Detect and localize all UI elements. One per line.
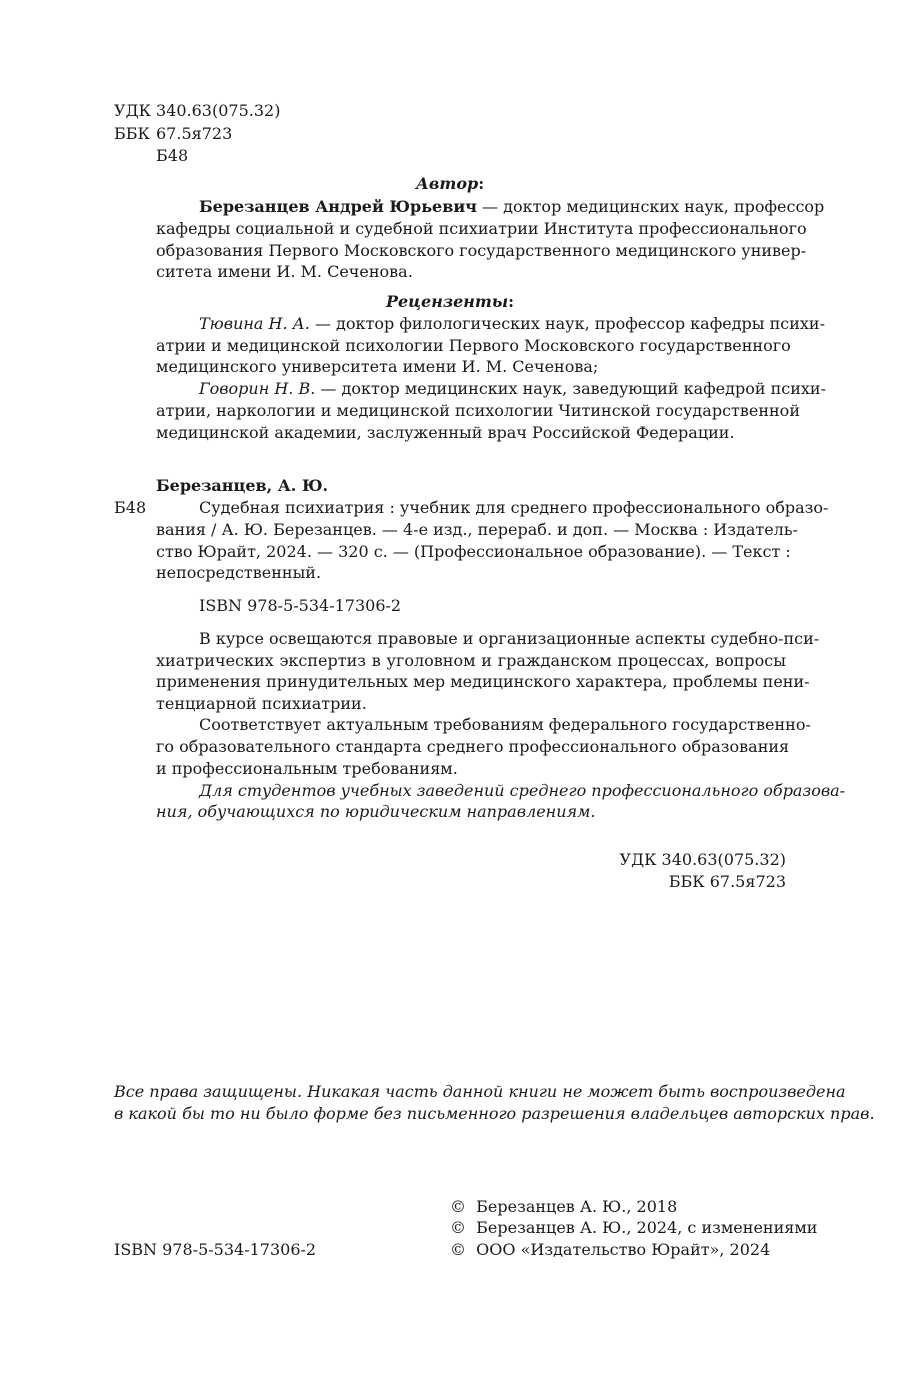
bib-line-3: ство Юрайт, 2024. — 320 с. — (Профессиональное образование). — Текст :: [156, 542, 791, 561]
reviewer2-line-3: медицинской академии, заслуженный врач Российской Федерации.: [156, 423, 735, 442]
bib-author-heading: Березанцев, А. Ю.: [156, 476, 329, 495]
author-name: Березанцев Андрей Юрьевич: [199, 197, 477, 216]
annotation-p3-line-1: Для студентов учебных заведений среднего профессионального образова-: [199, 781, 846, 800]
author-line-2: кафедры социальной и судебной психиатрии Института профессионального: [156, 219, 807, 238]
copyright-2: © Березанцев А. Ю., 2024, с изменениями: [450, 1218, 818, 1237]
author-line-3: образования Первого Московского государственного медицинского универ-: [156, 241, 807, 260]
bbk-value: 67.5я723: [156, 124, 233, 143]
udk-line: [114, 101, 280, 120]
author-heading: Автор:: [415, 174, 485, 193]
reviewer1-line-3: медицинского университета имени И. М. Сеченова;: [156, 357, 599, 376]
reviewer2-name: Говорин Н. В.: [199, 379, 316, 398]
author-mark: Б48: [156, 146, 189, 165]
reviewer2-line-2: атрии, наркологии и медицинской психологии Читинской государственной: [156, 401, 800, 420]
copyright-3: © ООО «Издательство Юрайт», 2024: [450, 1240, 771, 1259]
annotation-p2-line-2: го образовательного стандарта среднего профессионального образования: [156, 737, 790, 756]
bbk-right: ББК 67.5я723: [668, 872, 786, 891]
bbk-label: ББК: [114, 124, 150, 143]
bbk-line: [114, 124, 232, 143]
bib-line-1: Судебная психиатрия : учебник для среднего профессионального образо-: [199, 498, 829, 517]
footer-isbn: ISBN 978-5-534-17306-2: [114, 1240, 317, 1259]
rights-line-2: в какой бы то ни было форме без письменного разрешения владельцев авторских прав.: [114, 1104, 875, 1123]
bib-margin-mark: Б48: [114, 498, 147, 517]
reviewer1-line-2: атрии и медицинской психологии Первого Московского государственного: [156, 336, 791, 355]
author-line-1: Березанцев Андрей Юрьевич — доктор медицинских наук, профессор: [199, 197, 825, 216]
author-line-4: ситета имени И. М. Сеченова.: [156, 262, 413, 281]
rights-line-1: Все права защищены. Никакая часть данной книги не может быть воспроизведена: [114, 1082, 846, 1101]
annotation-p3-line-2: ния, обучающихся по юридическим направлениям.: [156, 802, 596, 821]
bib-line-4: непосредственный.: [156, 563, 322, 582]
reviewers-heading: Рецензенты:: [385, 292, 515, 311]
annotation-p1-line-3: применения принудительных мер медицинского характера, проблемы пени-: [156, 672, 810, 691]
annotation-p1-line-1: В курсе освещаются правовые и организационные аспекты судебно-пси-: [199, 629, 820, 648]
reviewer1-line-1: Тювина Н. А. — доктор филологических наук, профессор кафедры психи-: [199, 314, 825, 333]
bib-isbn: ISBN 978-5-534-17306-2: [199, 596, 402, 615]
reviewer2-line-1: Говорин Н. В. — доктор медицинских наук, заведующий кафедрой психи-: [199, 379, 826, 398]
annotation-p1-line-2: хиатрических экспертиз в уголовном и гражданском процессах, вопросы: [156, 651, 786, 670]
udk-label: УДК: [114, 101, 151, 120]
udk-right: УДК 340.63(075.32): [619, 850, 786, 869]
annotation-p2-line-1: Соответствует актуальным требованиям федерального государственно-: [199, 715, 811, 734]
copyright-1: © Березанцев А. Ю., 2018: [450, 1197, 678, 1216]
bib-line-2: вания / А. Ю. Березанцев. — 4-е изд., перераб. и доп. — Москва : Издатель-: [156, 520, 798, 539]
annotation-p1-line-4: тенциарной психиатрии.: [156, 694, 367, 713]
reviewer1-name: Тювина Н. А.: [199, 314, 310, 333]
annotation-p2-line-3: и профессиональным требованиям.: [156, 759, 458, 778]
udk-value: 340.63(075.32): [156, 101, 281, 120]
